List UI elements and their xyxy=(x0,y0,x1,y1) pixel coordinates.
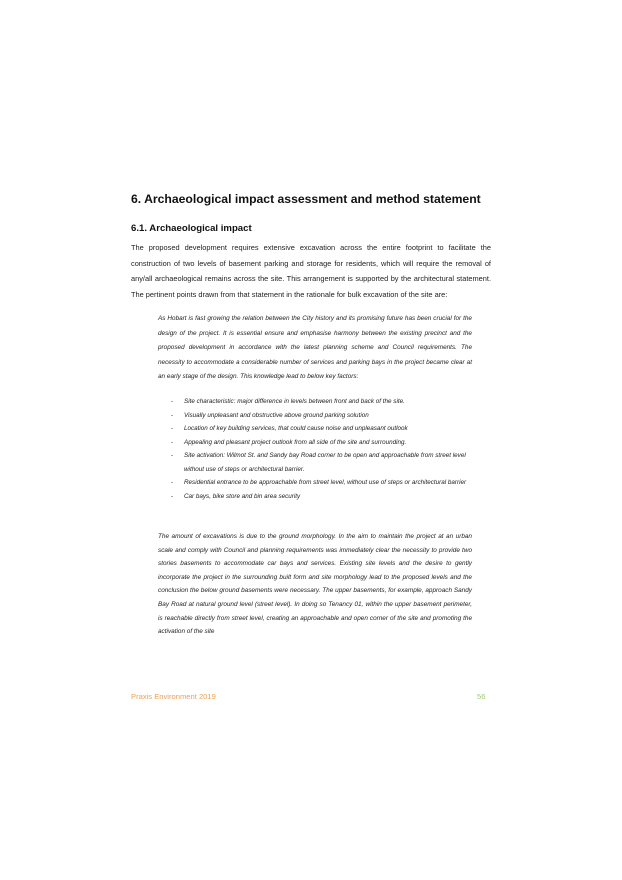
list-item: - Visually unpleasant and obstructive above ground parking solution xyxy=(171,409,472,423)
closing-paragraph: The amount of excavations is due to the ground morphology. In the aim to maintain the project at an urban scale and comply with Council and planning requirements was immediately clear the necessity to provide two stories basements to accommodate car bays and services. Existing site levels and the desire to gently incorporate the project in the surrounding built form and site morphology lead to the proposed levels and the conclusion the below ground basements were necessary. The upper basements, for example, approach Sandy Bay Road at natural ground level (street level). In doing so Tenancy 01, within the upper basement perimeter, is reachable directly from street level, creating an approachable and open corner of the site and promoting the activation of the site xyxy=(158,533,472,636)
intro-paragraph: The proposed development requires extensive excavation across the entire footprint to facilitate the construction of two levels of basement parking and storage for residents, which will require the removal of any/all archaeological remains across the site. This arrangement is supported by the architectural statement. The pertinent points drawn from that statement in the rationale for bulk excavation of the site are: xyxy=(131,243,491,299)
list-item: - Location of key building services, that could cause noise and unpleasant outlook xyxy=(171,422,472,436)
architectural-statement-quote: As Hobart is fast growing the relation between the City history and its promising future has been crucial for the design of the project. It is essential ensure and emphasise harmony between the existing precinct and the proposed development in accordance with the latest planning scheme and Council requirements. The necessity to accommodate a considerable number of services and parking bays in the project became clear at an early stage of the design. This knowledge lead to below key factors: xyxy=(158,315,472,381)
list-item: - Site characteristic: major difference in levels between front and back of the site. xyxy=(171,395,472,409)
list-item: - Site activation: Wilmot St. and Sandy bay Road corner to be open and approachable from street level without use of steps or architectural barrier. xyxy=(171,449,472,476)
list-item: - Residential entrance to be approachable from street level, without use of steps or architectural barrier xyxy=(171,476,472,490)
footer-page-number: 56 xyxy=(477,692,486,701)
key-factors-list xyxy=(171,395,472,503)
list-item: - Car bays, bike store and bin area security xyxy=(171,490,472,504)
footer-publisher: Praxis Environment 2019 xyxy=(131,692,216,701)
subsection-title: 6.1. Archaeological impact xyxy=(131,223,252,234)
section-title: 6. Archaeological impact assessment and method statement xyxy=(131,192,481,206)
list-item: - Appealing and pleasant project outlook from all side of the site and surrounding. xyxy=(171,436,472,450)
